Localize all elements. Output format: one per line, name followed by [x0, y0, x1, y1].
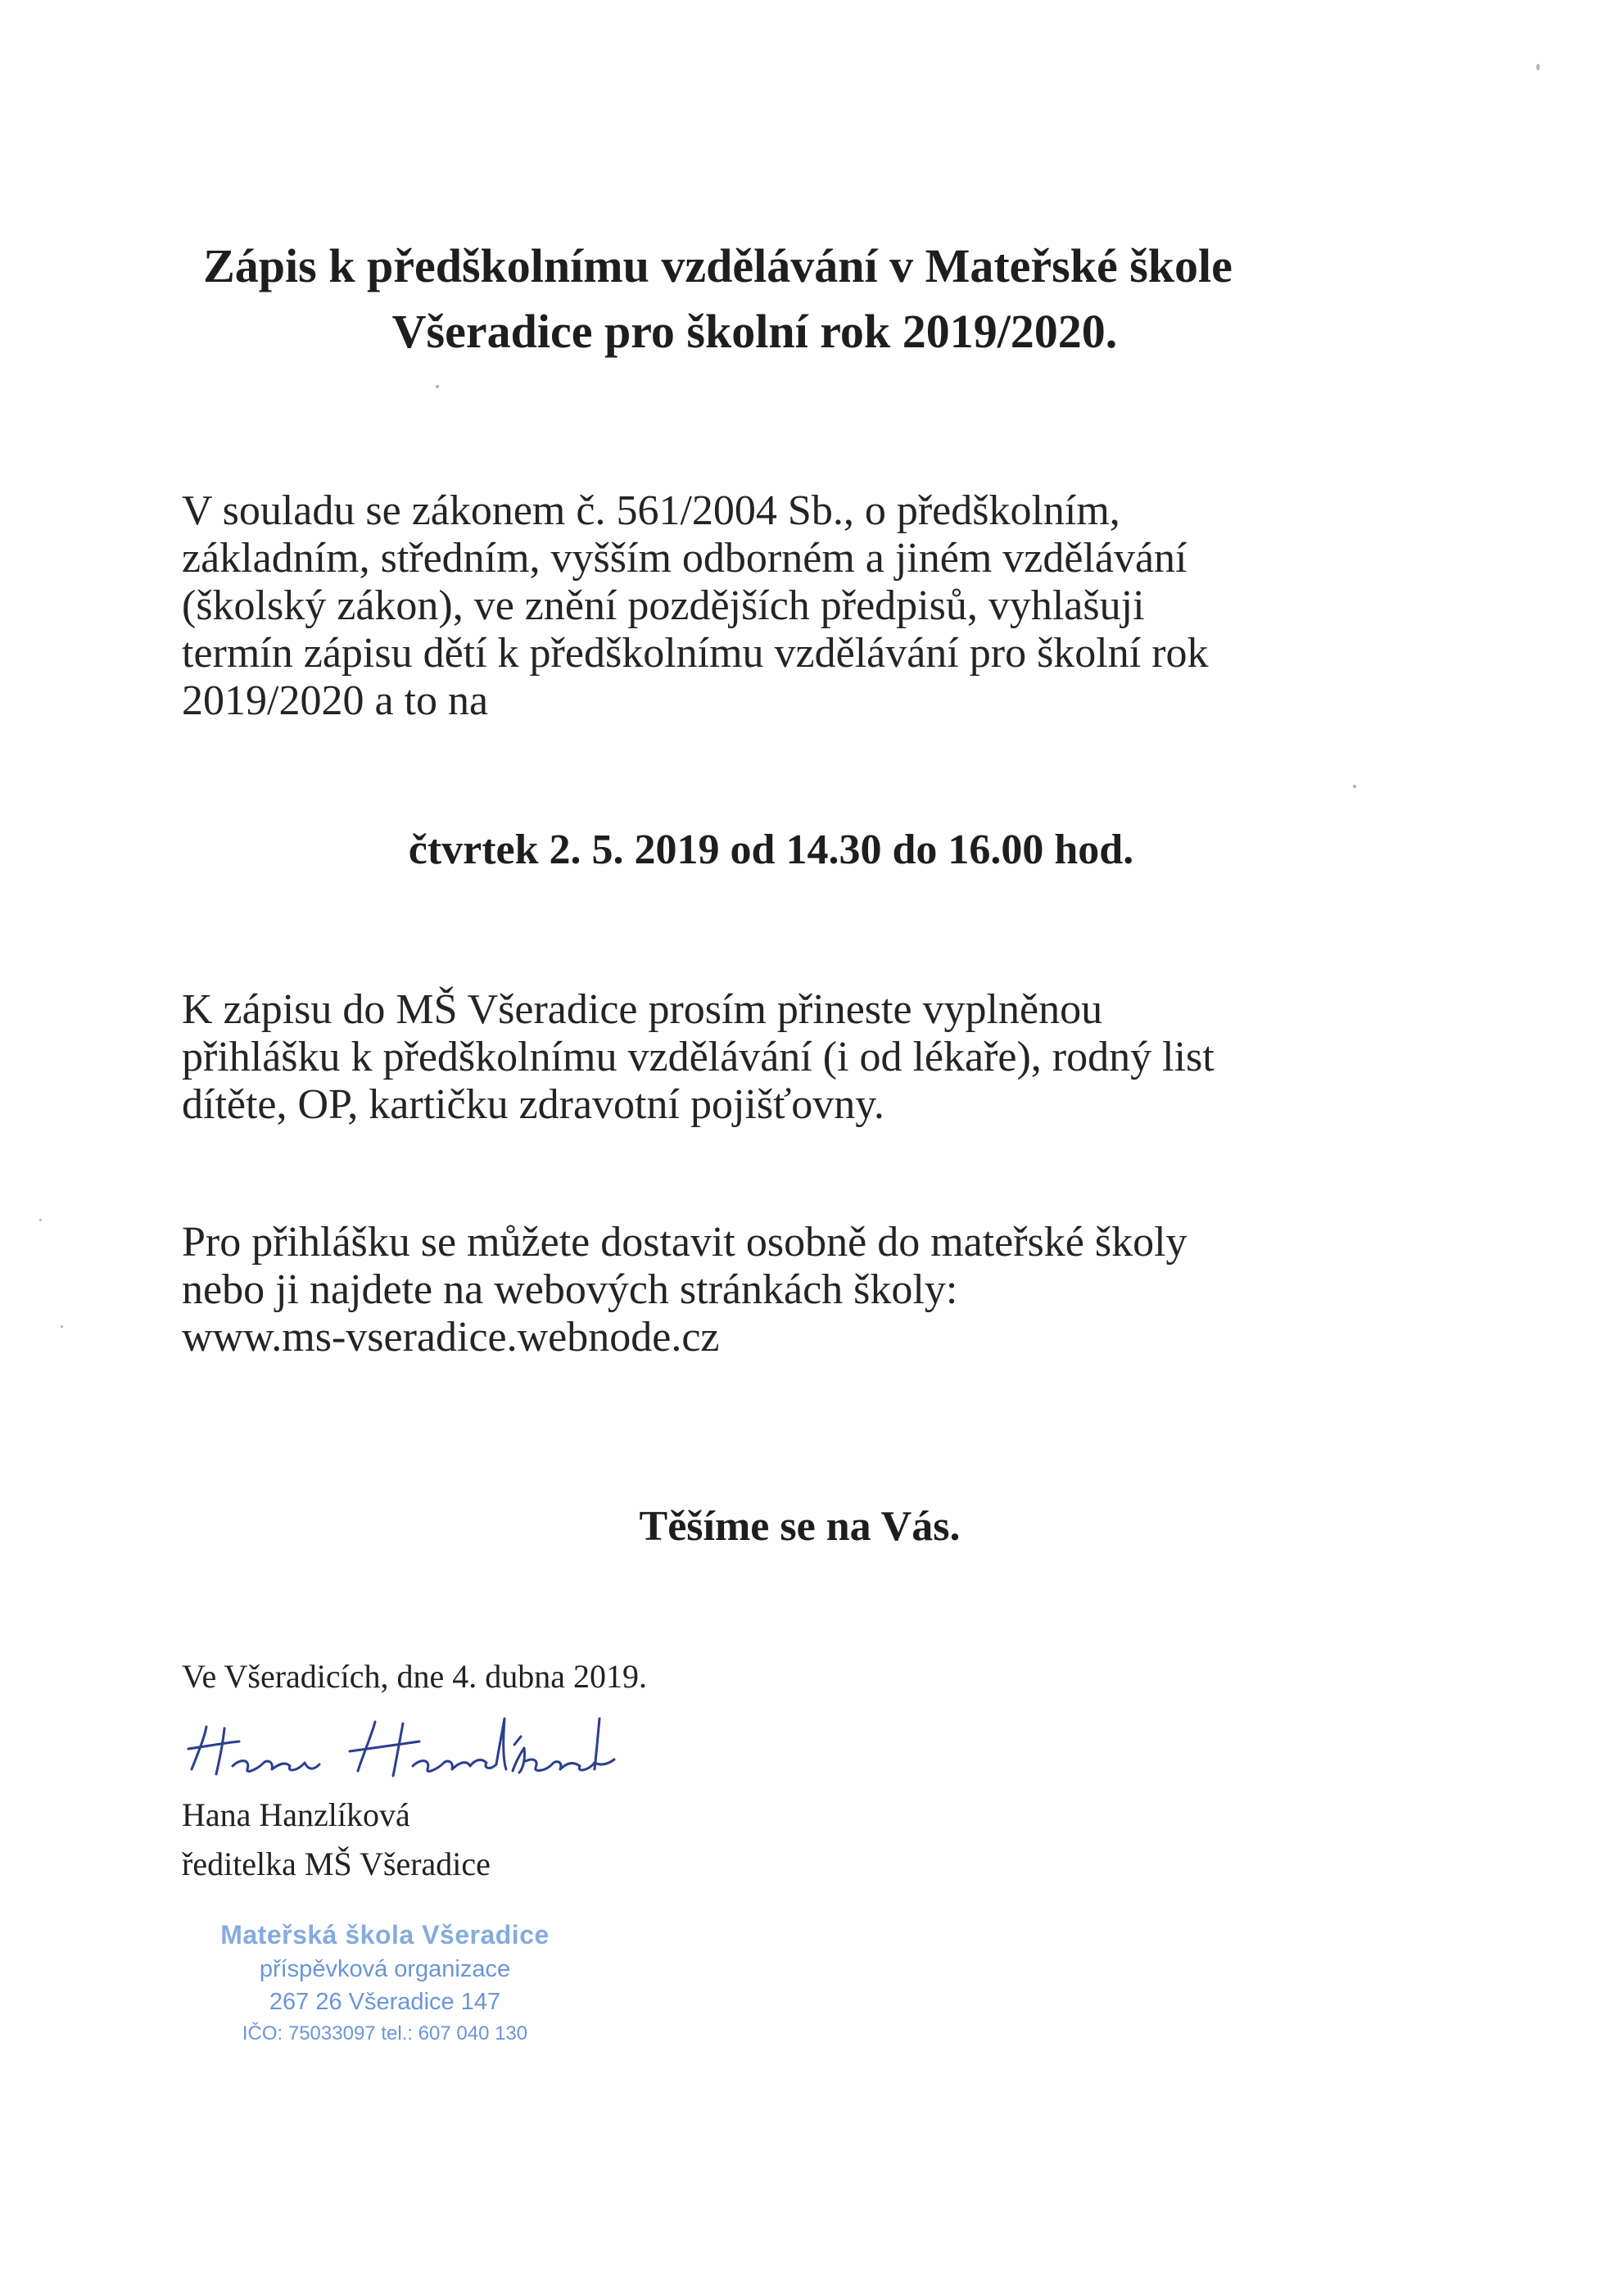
- signer-name: Hana Hanzlíková: [182, 1796, 410, 1833]
- title-line-2: Všeradice pro školní rok 2019/2020.: [391, 305, 1118, 358]
- scan-speck: [61, 1325, 63, 1328]
- scan-speck: [1536, 64, 1540, 70]
- requirements-line: K zápisu do MŠ Všeradice prosím přineste vyplněnou: [182, 986, 1103, 1033]
- enrollment-date: čtvrtek 2. 5. 2019 od 14.30 do 16.00 hod.: [408, 826, 1134, 873]
- application-paragraph: [182, 1219, 1459, 1361]
- school-stamp: [197, 1917, 573, 2049]
- scan-speck: [1353, 785, 1356, 788]
- stamp-line-school: Mateřská škola Všeradice: [220, 1920, 550, 1950]
- closing-greeting: Těšíme se na Vás.: [639, 1503, 961, 1550]
- requirements-line: dítěte, OP, kartičku zdravotní pojišťovny.: [182, 1081, 884, 1128]
- requirements-paragraph: [182, 986, 1459, 1129]
- application-line: nebo ji najdete na webových stránkách školy:: [182, 1266, 958, 1313]
- signer-block: [182, 1791, 491, 1889]
- intro-line: termín zápisu dětí k předškolnímu vzdělávání pro školní rok: [182, 630, 1209, 677]
- signer-role: ředitelka MŠ Všeradice: [182, 1845, 491, 1882]
- intro-line: základním, středním, vyšším odborném a jiném vzdělávání: [182, 535, 1187, 582]
- application-line: Pro přihlášku se můžete dostavit osobně do mateřské školy: [182, 1219, 1187, 1266]
- scan-speck: [39, 1219, 42, 1221]
- stamp-line-address: 267 26 Všeradice 147: [269, 1989, 501, 2015]
- scan-speck: [436, 385, 439, 388]
- school-website-url: www.ms-vseradice.webnode.cz: [182, 1314, 720, 1361]
- document-title: [0, 233, 1624, 365]
- intro-line: 2019/2020 a to na: [182, 677, 489, 724]
- stamp-line-ids: IČO: 75033097 tel.: 607 040 130: [242, 2022, 528, 2045]
- place-and-date: Ve Všeradicích, dne 4. dubna 2019.: [182, 1658, 648, 1695]
- handwritten-signature: [182, 1712, 624, 1790]
- requirements-line: přihlášku k předškolnímu vzdělávání (i od lékaře), rodný list: [182, 1034, 1215, 1080]
- intro-paragraph: [182, 487, 1459, 725]
- intro-line: V souladu se zákonem č. 561/2004 Sb., o předškolním,: [182, 487, 1120, 534]
- stamp-line-organization: příspěvková organizace: [259, 1956, 511, 1982]
- intro-line: (školský zákon), ve znění pozdějších předpisů, vyhlašuji: [182, 582, 1145, 629]
- title-line-1: Zápis k předškolnímu vzdělávání v Mateřské škole: [203, 239, 1233, 292]
